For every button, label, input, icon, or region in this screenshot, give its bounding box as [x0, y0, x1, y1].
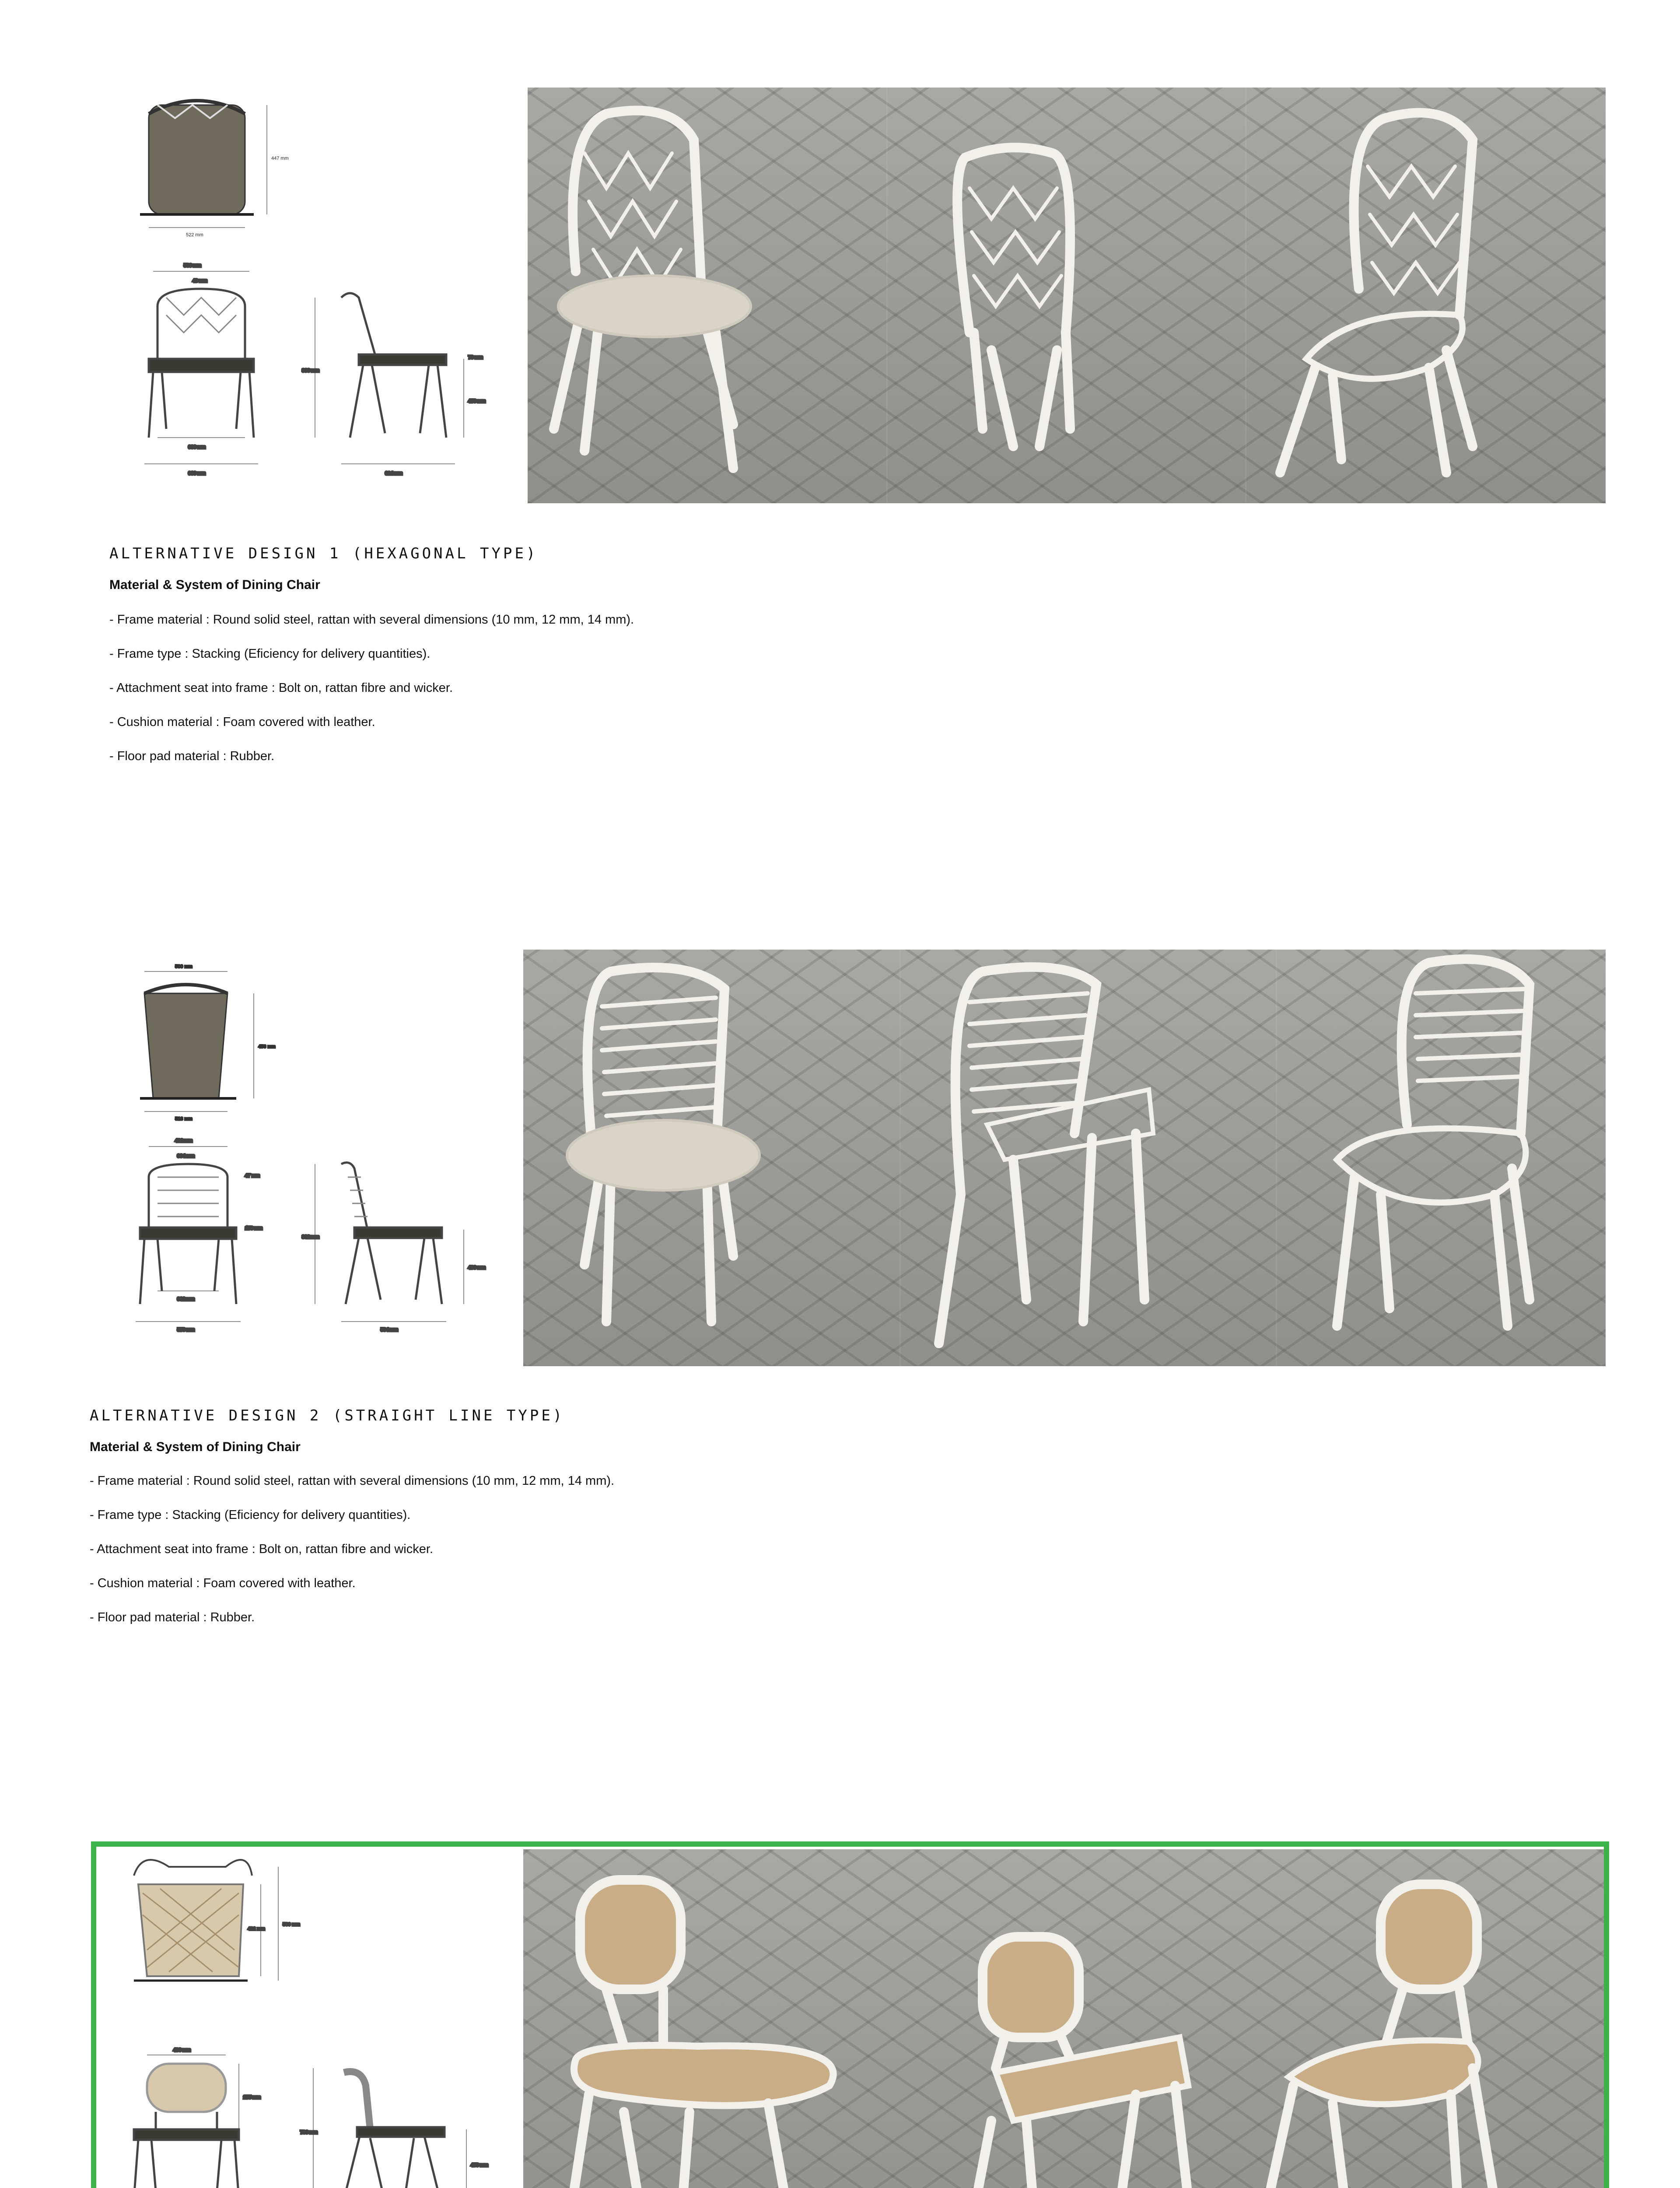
dim-label: 392 mm [177, 1297, 195, 1302]
chair-render-hexagonal-seat [1280, 113, 1473, 473]
dim-label: 518 mm [175, 1116, 192, 1122]
design-1-spec-1: - Frame material : Round solid steel, rattan with several dimensions (10 mm, 12 mm, 14 mm). [109, 613, 634, 627]
design-2-spec-3: - Attachment seat into frame : Bolt on, rattan fibre and wicker. [90, 1542, 433, 1556]
dim-label: 473 mm [468, 399, 486, 404]
design-2-spec-2: - Frame type : Stacking (Eficiency for delivery quantities). [90, 1508, 411, 1522]
design-1-technical-drawings [105, 88, 525, 499]
design-2-title: ALTERNATIVE DESIGN 2 (STRAIGHT LINE TYPE) [90, 1407, 565, 1424]
dim-label: 798 mm [300, 2130, 318, 2135]
design-3-technical-drawings [99, 1849, 522, 2188]
design-1-drawing-svg [105, 88, 525, 499]
design-1-spec-2: - Frame type : Stacking (Eficiency for delivery quantities). [109, 647, 430, 661]
design-2-top-view [140, 964, 276, 1122]
design-1-title: ALTERNATIVE DESIGN 1 (HEXAGONAL TYPE) [109, 545, 538, 562]
design-1-front-view [144, 263, 258, 476]
design-2-render-image [523, 950, 1606, 1366]
dim-label: 450 mm [471, 2163, 488, 2168]
design-3-front-view [134, 2048, 261, 2188]
design-1-top-view [140, 101, 254, 214]
dim-label: 624 mm [385, 471, 402, 476]
chair-render-round-seat [1263, 1884, 1494, 2188]
dim-label: 600 mm [188, 445, 206, 450]
chair-render-straight-front [567, 968, 760, 1322]
dim-label: 880 mm [302, 368, 319, 373]
dim-label: 70 mm [468, 355, 483, 360]
dim-label: 456 mm [258, 1044, 276, 1049]
chair-render-straight-back [939, 967, 1153, 1343]
design-1-spec-5: - Floor pad material : Rubber. [109, 749, 275, 763]
design-1-side-view [302, 293, 486, 476]
dim-label: 422 mm [248, 1926, 265, 1932]
dim-label: 447 mm [271, 156, 289, 161]
chair-render-round-front [571, 1880, 833, 2188]
design-2-spec-4: - Cushion material : Foam covered with leather. [90, 1576, 356, 1590]
design-2-drawing-svg [96, 958, 516, 1352]
design-2-side-view [302, 1163, 486, 1332]
design-2-subtitle: Material & System of Dining Chair [90, 1440, 301, 1454]
dim-label: 832 mm [302, 1234, 319, 1240]
dim-label: 432 mm [175, 1138, 192, 1143]
design-3-render-image [523, 1849, 1604, 2188]
design-1-spec-4: - Cushion material : Foam covered with leather. [109, 715, 375, 729]
dim-label: 500 mm [175, 964, 192, 969]
chair-render-hexagonal-front [554, 111, 751, 469]
dim-label: 660 mm [188, 471, 206, 476]
design-2-spec-1: - Frame material : Round solid steel, rattan with several dimensions (10 mm, 12 mm, 14 mm). [90, 1474, 615, 1488]
dim-label: 430 mm [173, 2048, 191, 2053]
design-2-technical-drawings [96, 958, 516, 1352]
dim-label: 522 mm [186, 232, 203, 238]
dim-label: 40 mm [192, 278, 207, 284]
dim-label: 578 mm [177, 1327, 195, 1332]
design-2-spec-5: - Floor pad material : Rubber. [90, 1610, 255, 1624]
design-2-front-view [136, 1138, 262, 1332]
design-3-drawing-svg [99, 1849, 522, 2188]
dim-label: 47 mm [245, 1173, 260, 1178]
dim-label: 275 mm [243, 2095, 261, 2100]
design-1-subtitle: Material & System of Dining Chair [109, 578, 320, 592]
dim-label: 584 mm [381, 1327, 398, 1332]
design-1-spec-3: - Attachment seat into frame : Bolt on, rattan fibre and wicker. [109, 681, 453, 695]
chair-render-hexagonal-back [957, 147, 1070, 446]
dim-label: 176 mm [245, 1226, 262, 1231]
dim-label: 560 mm [283, 1922, 300, 1927]
chair-render-round-back [970, 1937, 1188, 2188]
dim-label: 460 mm [468, 1265, 486, 1270]
chair-render-straight-seat [1337, 959, 1530, 1326]
design-3-top-view [134, 1860, 300, 1981]
dim-label: 566 mm [184, 263, 201, 268]
dim-label: 334 mm [177, 1154, 195, 1159]
design-3-side-view [300, 2068, 488, 2188]
design-1-render-image [528, 88, 1606, 503]
